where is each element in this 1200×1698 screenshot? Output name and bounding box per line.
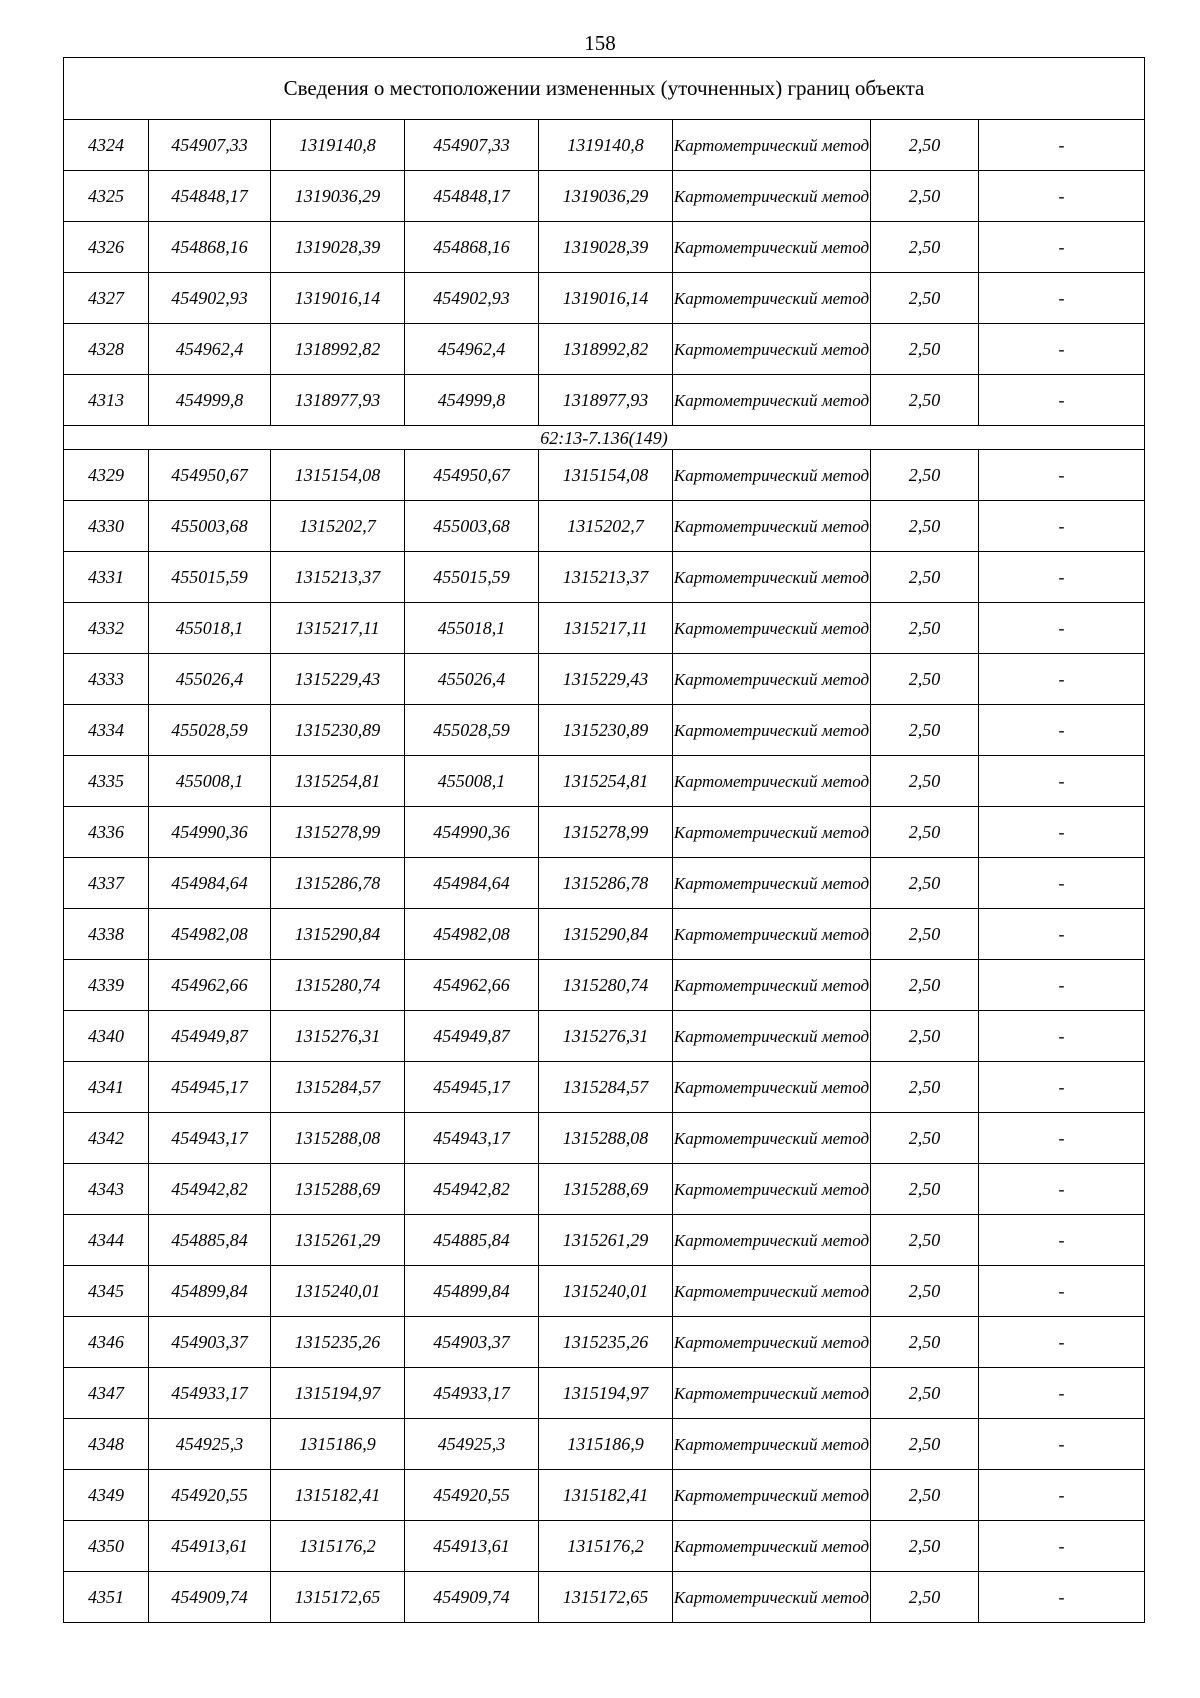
method-cell: Картометрический метод [673,1470,871,1521]
new-y-cell: 1315213,37 [539,552,673,603]
new-x-cell: 455003,68 [405,501,539,552]
method-cell: Картометрический метод [673,807,871,858]
description-cell: - [979,222,1145,273]
existing-x-cell: 454902,93 [149,273,271,324]
point-number-cell: 4326 [64,222,149,273]
table-row [64,171,1145,222]
new-y-cell: 1319028,39 [539,222,673,273]
existing-x-cell: 455018,1 [149,603,271,654]
description-cell: - [979,1572,1145,1623]
method-cell: Картометрический метод [673,222,871,273]
accuracy-cell: 2,50 [871,171,979,222]
new-y-cell: 1315229,43 [539,654,673,705]
table-row [64,1164,1145,1215]
method-cell: Картометрический метод [673,1317,871,1368]
description-cell: - [979,501,1145,552]
new-x-cell: 455026,4 [405,654,539,705]
existing-y-cell: 1319036,29 [271,171,405,222]
accuracy-cell: 2,50 [871,1164,979,1215]
new-x-cell: 455018,1 [405,603,539,654]
new-x-cell: 454885,84 [405,1215,539,1266]
new-y-cell: 1315202,7 [539,501,673,552]
description-cell: - [979,1470,1145,1521]
method-cell: Картометрический метод [673,1011,871,1062]
point-number-cell: 4340 [64,1011,149,1062]
accuracy-cell: 2,50 [871,960,979,1011]
table-row [64,1113,1145,1164]
table-row [64,375,1145,426]
new-y-cell: 1315176,2 [539,1521,673,1572]
existing-y-cell: 1319028,39 [271,222,405,273]
accuracy-cell: 2,50 [871,1011,979,1062]
description-cell: - [979,1419,1145,1470]
accuracy-cell: 2,50 [871,1572,979,1623]
table-row [64,552,1145,603]
existing-y-cell: 1315230,89 [271,705,405,756]
new-y-cell: 1315240,01 [539,1266,673,1317]
method-cell: Картометрический метод [673,324,871,375]
table-row [64,450,1145,501]
point-number-cell: 4339 [64,960,149,1011]
existing-y-cell: 1315154,08 [271,450,405,501]
existing-y-cell: 1315288,69 [271,1164,405,1215]
existing-y-cell: 1315172,65 [271,1572,405,1623]
new-y-cell: 1315194,97 [539,1368,673,1419]
new-y-cell: 1315186,9 [539,1419,673,1470]
accuracy-cell: 2,50 [871,222,979,273]
existing-x-cell: 455015,59 [149,552,271,603]
table-row [64,273,1145,324]
new-y-cell: 1318977,93 [539,375,673,426]
point-number-cell: 4324 [64,120,149,171]
new-x-cell: 454982,08 [405,909,539,960]
table-row [64,807,1145,858]
point-number-cell: 4348 [64,1419,149,1470]
method-cell: Картометрический метод [673,501,871,552]
description-cell: - [979,1113,1145,1164]
accuracy-cell: 2,50 [871,450,979,501]
accuracy-cell: 2,50 [871,1317,979,1368]
new-x-cell: 454909,74 [405,1572,539,1623]
description-cell: - [979,324,1145,375]
table-row [64,222,1145,273]
existing-x-cell: 454943,17 [149,1113,271,1164]
method-cell: Картометрический метод [673,909,871,960]
point-number-cell: 4346 [64,1317,149,1368]
point-number-cell: 4344 [64,1215,149,1266]
table-row [64,1470,1145,1521]
new-y-cell: 1315235,26 [539,1317,673,1368]
method-cell: Картометрический метод [673,120,871,171]
method-cell: Картометрический метод [673,756,871,807]
table-row [64,654,1145,705]
new-x-cell: 454945,17 [405,1062,539,1113]
description-cell: - [979,171,1145,222]
new-x-cell: 454999,8 [405,375,539,426]
existing-y-cell: 1315176,2 [271,1521,405,1572]
accuracy-cell: 2,50 [871,807,979,858]
new-x-cell: 455008,1 [405,756,539,807]
point-number-cell: 4341 [64,1062,149,1113]
description-cell: - [979,705,1145,756]
existing-x-cell: 454868,16 [149,222,271,273]
table-row [64,1011,1145,1062]
table-row [64,501,1145,552]
section-label: 62:13-7.136(149) [64,426,1145,450]
existing-y-cell: 1315290,84 [271,909,405,960]
description-cell: - [979,756,1145,807]
point-number-cell: 4351 [64,1572,149,1623]
point-number-cell: 4350 [64,1521,149,1572]
existing-y-cell: 1315276,31 [271,1011,405,1062]
new-x-cell: 454868,16 [405,222,539,273]
new-x-cell: 454962,4 [405,324,539,375]
new-x-cell: 454990,36 [405,807,539,858]
description-cell: - [979,1062,1145,1113]
accuracy-cell: 2,50 [871,1368,979,1419]
point-number-cell: 4325 [64,171,149,222]
section-header-row [64,426,1145,450]
accuracy-cell: 2,50 [871,552,979,603]
point-number-cell: 4331 [64,552,149,603]
new-y-cell: 1315217,11 [539,603,673,654]
method-cell: Картометрический метод [673,1164,871,1215]
accuracy-cell: 2,50 [871,120,979,171]
description-cell: - [979,1317,1145,1368]
point-number-cell: 4330 [64,501,149,552]
new-y-cell: 1315276,31 [539,1011,673,1062]
description-cell: - [979,654,1145,705]
description-cell: - [979,273,1145,324]
existing-x-cell: 454920,55 [149,1470,271,1521]
page-number: 158 [584,31,616,55]
table-row [64,858,1145,909]
accuracy-cell: 2,50 [871,273,979,324]
point-number-cell: 4313 [64,375,149,426]
new-y-cell: 1315284,57 [539,1062,673,1113]
method-cell: Картометрический метод [673,273,871,324]
existing-x-cell: 454907,33 [149,120,271,171]
new-y-cell: 1315182,41 [539,1470,673,1521]
existing-x-cell: 454899,84 [149,1266,271,1317]
accuracy-cell: 2,50 [871,756,979,807]
new-y-cell: 1315154,08 [539,450,673,501]
description-cell: - [979,1266,1145,1317]
accuracy-cell: 2,50 [871,654,979,705]
table-row [64,756,1145,807]
existing-y-cell: 1319016,14 [271,273,405,324]
table-body [64,58,1145,1623]
description-cell: - [979,858,1145,909]
existing-x-cell: 454945,17 [149,1062,271,1113]
existing-x-cell: 455028,59 [149,705,271,756]
new-y-cell: 1319036,29 [539,171,673,222]
accuracy-cell: 2,50 [871,1266,979,1317]
new-x-cell: 454942,82 [405,1164,539,1215]
boundary-coordinates-table [63,57,1145,1623]
method-cell: Картометрический метод [673,1572,871,1623]
description-cell: - [979,1011,1145,1062]
point-number-cell: 4328 [64,324,149,375]
new-x-cell: 454907,33 [405,120,539,171]
table-row [64,1572,1145,1623]
existing-x-cell: 455003,68 [149,501,271,552]
new-x-cell: 454933,17 [405,1368,539,1419]
existing-y-cell: 1315261,29 [271,1215,405,1266]
new-y-cell: 1315290,84 [539,909,673,960]
method-cell: Картометрический метод [673,1215,871,1266]
existing-y-cell: 1315194,97 [271,1368,405,1419]
new-x-cell: 454902,93 [405,273,539,324]
accuracy-cell: 2,50 [871,501,979,552]
existing-x-cell: 455026,4 [149,654,271,705]
method-cell: Картометрический метод [673,552,871,603]
description-cell: - [979,1368,1145,1419]
existing-x-cell: 454982,08 [149,909,271,960]
new-y-cell: 1315230,89 [539,705,673,756]
existing-x-cell: 454925,3 [149,1419,271,1470]
accuracy-cell: 2,50 [871,858,979,909]
method-cell: Картометрический метод [673,654,871,705]
new-x-cell: 454962,66 [405,960,539,1011]
method-cell: Картометрический метод [673,858,871,909]
new-x-cell: 454920,55 [405,1470,539,1521]
new-x-cell: 454899,84 [405,1266,539,1317]
new-x-cell: 454913,61 [405,1521,539,1572]
method-cell: Картометрический метод [673,1266,871,1317]
description-cell: - [979,1521,1145,1572]
existing-y-cell: 1315186,9 [271,1419,405,1470]
description-cell: - [979,1164,1145,1215]
existing-x-cell: 454984,64 [149,858,271,909]
point-number-cell: 4336 [64,807,149,858]
existing-x-cell: 454933,17 [149,1368,271,1419]
existing-y-cell: 1315284,57 [271,1062,405,1113]
new-y-cell: 1315288,69 [539,1164,673,1215]
existing-x-cell: 454949,87 [149,1011,271,1062]
accuracy-cell: 2,50 [871,1113,979,1164]
existing-y-cell: 1315235,26 [271,1317,405,1368]
new-x-cell: 454950,67 [405,450,539,501]
point-number-cell: 4335 [64,756,149,807]
table-row [64,1062,1145,1113]
description-cell: - [979,1215,1145,1266]
description-cell: - [979,375,1145,426]
method-cell: Картометрический метод [673,171,871,222]
new-x-cell: 454848,17 [405,171,539,222]
table-title-row [64,58,1145,120]
table-row [64,1419,1145,1470]
new-y-cell: 1315288,08 [539,1113,673,1164]
new-x-cell: 455028,59 [405,705,539,756]
accuracy-cell: 2,50 [871,603,979,654]
new-y-cell: 1315286,78 [539,858,673,909]
new-y-cell: 1319016,14 [539,273,673,324]
point-number-cell: 4333 [64,654,149,705]
existing-y-cell: 1319140,8 [271,120,405,171]
new-y-cell: 1319140,8 [539,120,673,171]
existing-x-cell: 454962,66 [149,960,271,1011]
accuracy-cell: 2,50 [871,705,979,756]
table-row [64,120,1145,171]
table-row [64,960,1145,1011]
method-cell: Картометрический метод [673,603,871,654]
description-cell: - [979,552,1145,603]
existing-y-cell: 1315286,78 [271,858,405,909]
method-cell: Картометрический метод [673,1419,871,1470]
existing-y-cell: 1315254,81 [271,756,405,807]
method-cell: Картометрический метод [673,375,871,426]
accuracy-cell: 2,50 [871,1521,979,1572]
description-cell: - [979,603,1145,654]
point-number-cell: 4337 [64,858,149,909]
method-cell: Картометрический метод [673,1521,871,1572]
table-row [64,909,1145,960]
existing-y-cell: 1315240,01 [271,1266,405,1317]
existing-y-cell: 1315288,08 [271,1113,405,1164]
table-row [64,1368,1145,1419]
point-number-cell: 4342 [64,1113,149,1164]
existing-x-cell: 454909,74 [149,1572,271,1623]
existing-y-cell: 1315280,74 [271,960,405,1011]
existing-x-cell: 454903,37 [149,1317,271,1368]
point-number-cell: 4343 [64,1164,149,1215]
table-row [64,1266,1145,1317]
method-cell: Картометрический метод [673,1062,871,1113]
new-y-cell: 1315172,65 [539,1572,673,1623]
existing-x-cell: 454913,61 [149,1521,271,1572]
accuracy-cell: 2,50 [871,1215,979,1266]
new-x-cell: 454984,64 [405,858,539,909]
existing-x-cell: 454942,82 [149,1164,271,1215]
point-number-cell: 4347 [64,1368,149,1419]
new-x-cell: 455015,59 [405,552,539,603]
existing-x-cell: 455008,1 [149,756,271,807]
method-cell: Картометрический метод [673,705,871,756]
table-title: Сведения о местоположении измененных (уточненных) границ объекта [64,58,1145,120]
existing-x-cell: 454848,17 [149,171,271,222]
table-row [64,603,1145,654]
existing-y-cell: 1315278,99 [271,807,405,858]
accuracy-cell: 2,50 [871,324,979,375]
existing-y-cell: 1315182,41 [271,1470,405,1521]
point-number-cell: 4329 [64,450,149,501]
description-cell: - [979,120,1145,171]
new-y-cell: 1315261,29 [539,1215,673,1266]
method-cell: Картометрический метод [673,450,871,501]
new-y-cell: 1318992,82 [539,324,673,375]
accuracy-cell: 2,50 [871,375,979,426]
description-cell: - [979,807,1145,858]
method-cell: Картометрический метод [673,1368,871,1419]
description-cell: - [979,450,1145,501]
point-number-cell: 4327 [64,273,149,324]
new-x-cell: 454949,87 [405,1011,539,1062]
accuracy-cell: 2,50 [871,1062,979,1113]
new-y-cell: 1315278,99 [539,807,673,858]
point-number-cell: 4345 [64,1266,149,1317]
existing-y-cell: 1315229,43 [271,654,405,705]
new-y-cell: 1315280,74 [539,960,673,1011]
new-x-cell: 454925,3 [405,1419,539,1470]
description-cell: - [979,960,1145,1011]
accuracy-cell: 2,50 [871,1470,979,1521]
table-row [64,1317,1145,1368]
table-row [64,1215,1145,1266]
existing-y-cell: 1318992,82 [271,324,405,375]
description-cell: - [979,909,1145,960]
existing-x-cell: 454962,4 [149,324,271,375]
new-x-cell: 454903,37 [405,1317,539,1368]
existing-x-cell: 454885,84 [149,1215,271,1266]
existing-x-cell: 454999,8 [149,375,271,426]
method-cell: Картометрический метод [673,960,871,1011]
point-number-cell: 4338 [64,909,149,960]
new-y-cell: 1315254,81 [539,756,673,807]
point-number-cell: 4349 [64,1470,149,1521]
method-cell: Картометрический метод [673,1113,871,1164]
new-x-cell: 454943,17 [405,1113,539,1164]
existing-y-cell: 1315202,7 [271,501,405,552]
table-row [64,705,1145,756]
existing-x-cell: 454950,67 [149,450,271,501]
table-row [64,1521,1145,1572]
point-number-cell: 4334 [64,705,149,756]
existing-x-cell: 454990,36 [149,807,271,858]
existing-y-cell: 1315213,37 [271,552,405,603]
point-number-cell: 4332 [64,603,149,654]
accuracy-cell: 2,50 [871,909,979,960]
existing-y-cell: 1315217,11 [271,603,405,654]
existing-y-cell: 1318977,93 [271,375,405,426]
accuracy-cell: 2,50 [871,1419,979,1470]
table-row [64,324,1145,375]
